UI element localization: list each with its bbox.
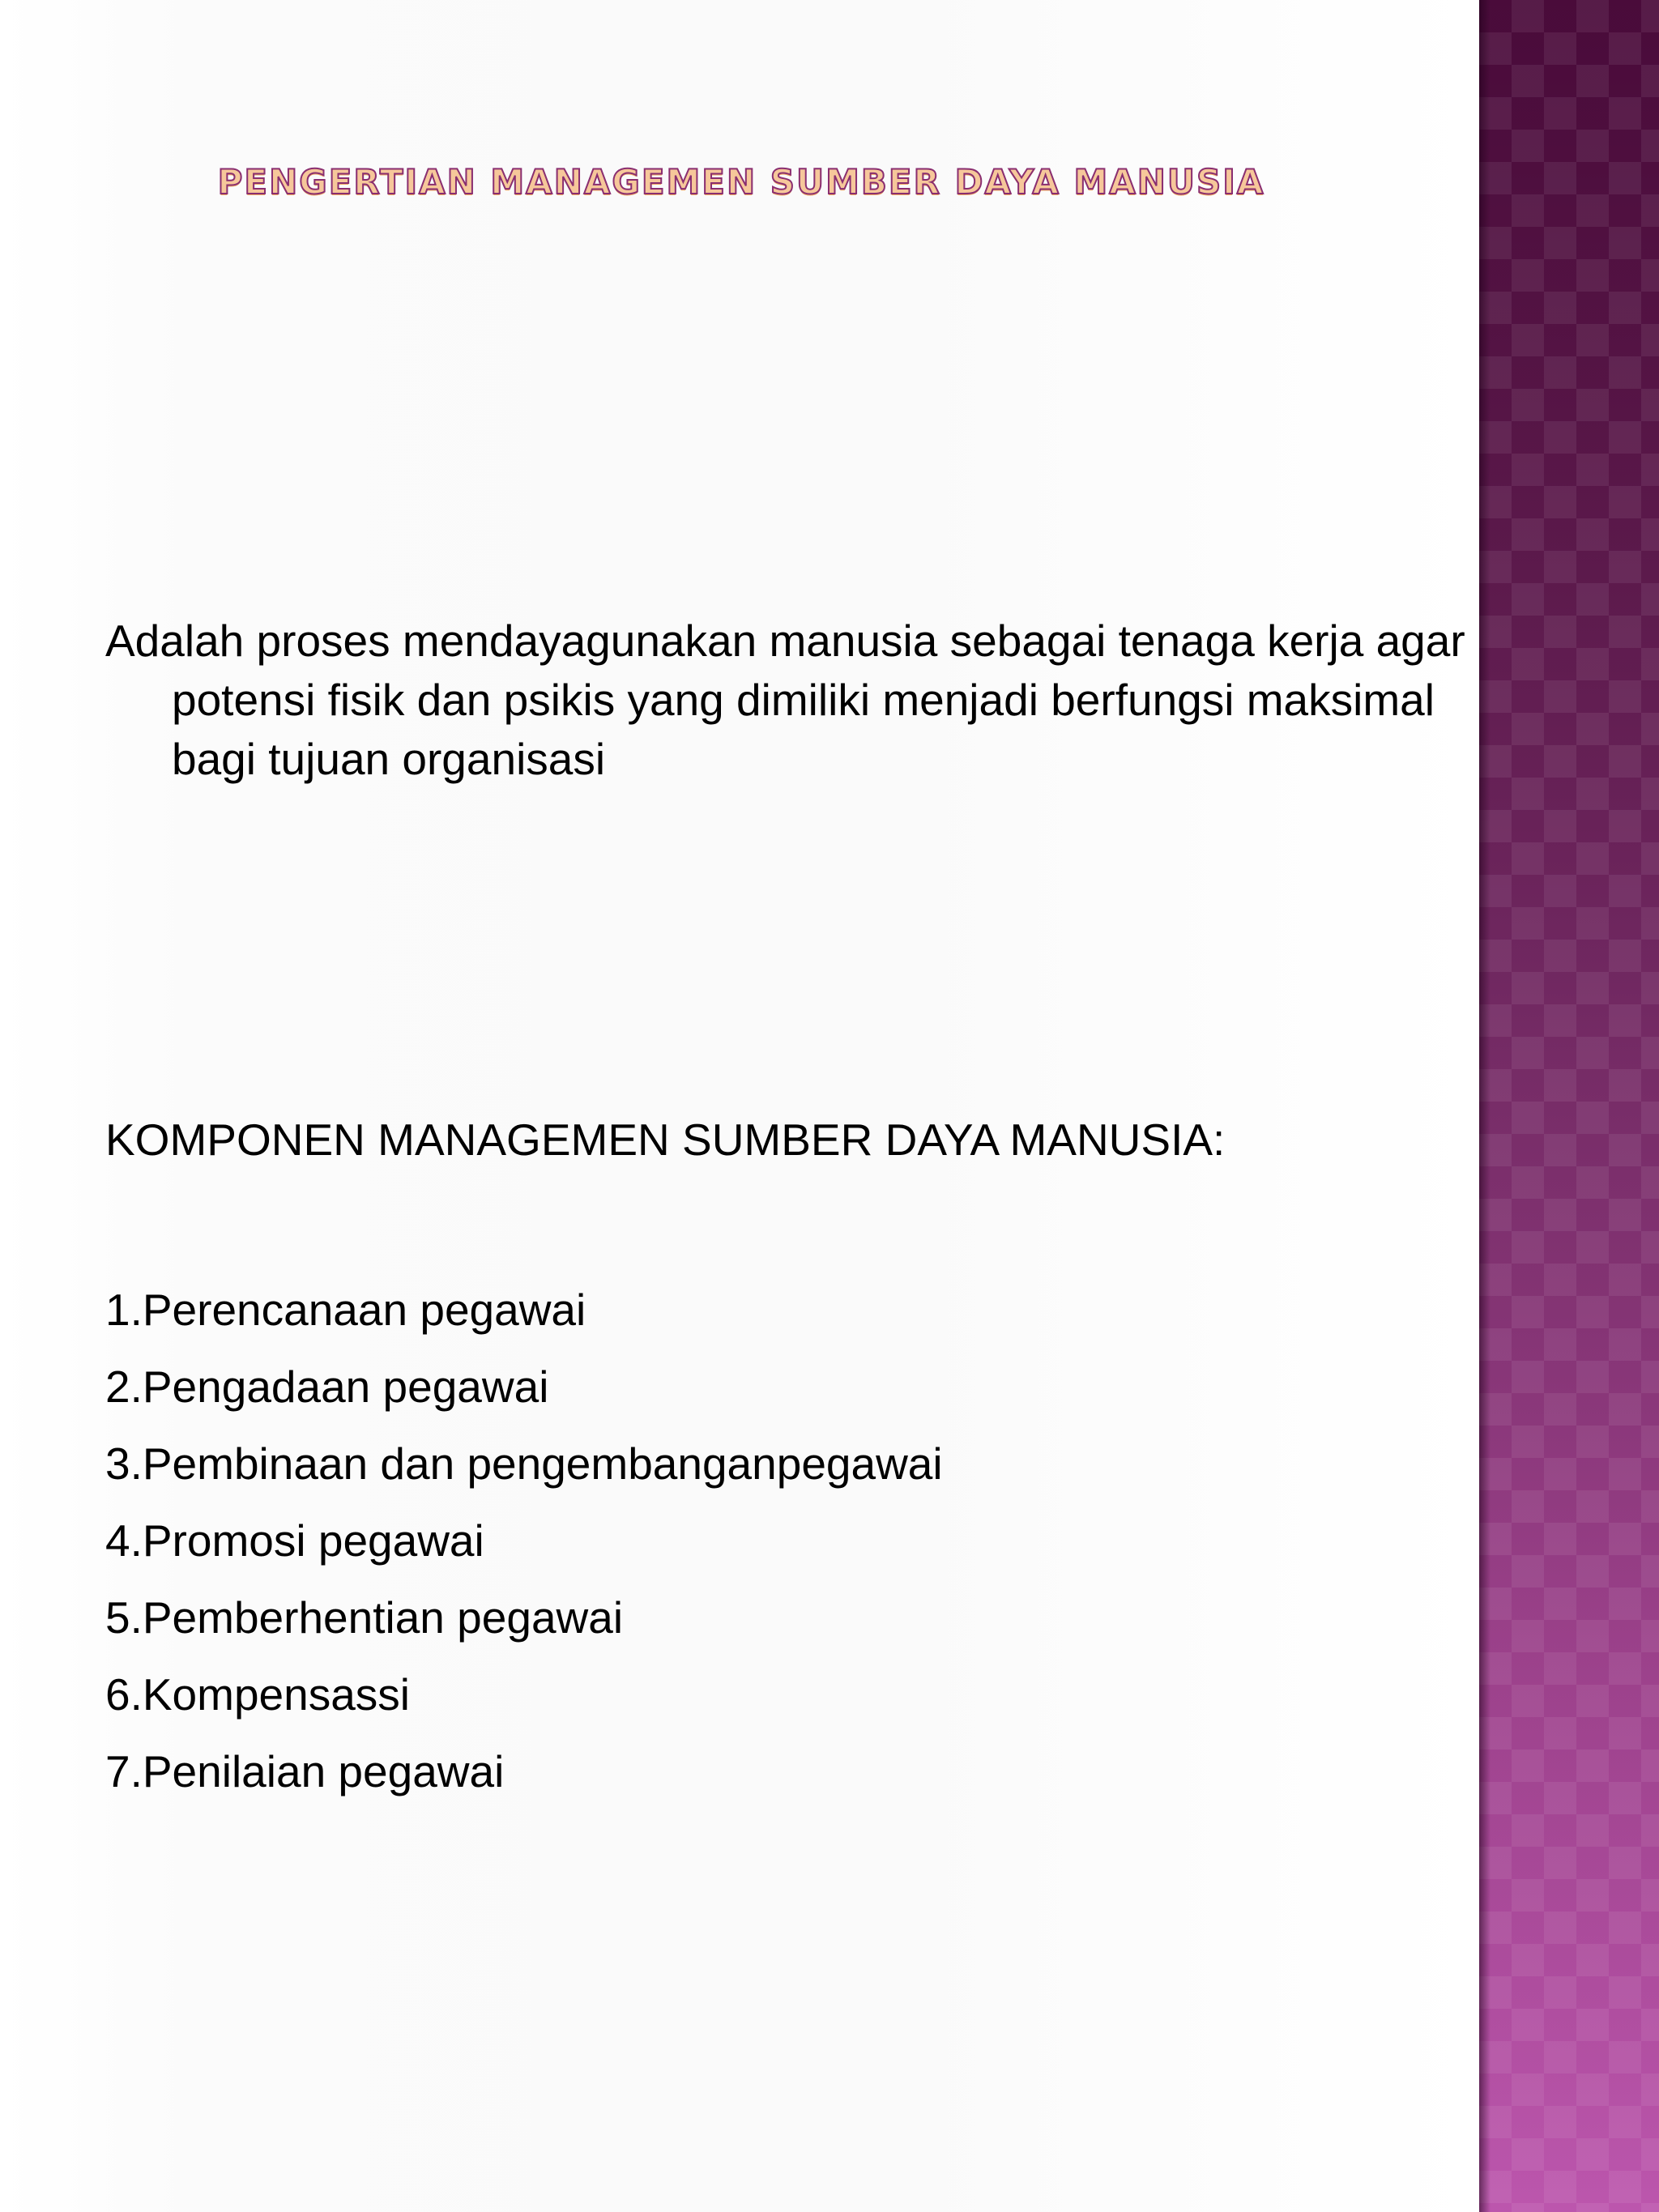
- component-item: 5.Pemberhentian pegawai: [105, 1592, 624, 1643]
- component-item: 2.Pengadaan pegawai: [105, 1362, 549, 1412]
- definition-paragraph: Adalah proses mendayagunakan manusia sebagai tenaga kerja agar potensi fisik dan psikis yang dimiliki menjadi berfungsi maksimal bagi tujuan organisasi: [105, 616, 1465, 784]
- decorative-side-panel: [1479, 0, 1659, 2212]
- component-list: [105, 1272, 943, 1810]
- components-heading: KOMPONEN MANAGEMEN SUMBER DAYA MANUSIA:: [105, 1115, 1226, 1165]
- slide-title: PENGERTIAN MANAGEMEN SUMBER DAYA MANUSIA: [217, 162, 1265, 202]
- component-item: 4.Promosi pegawai: [105, 1515, 484, 1566]
- diamond-pattern: [1479, 0, 1659, 2212]
- component-item: 3.Pembinaan dan pengembanganpegawai: [105, 1438, 943, 1489]
- component-item: 6.Kompensassi: [105, 1669, 411, 1720]
- panel-edge-shadow: [1479, 0, 1491, 2212]
- component-item: 7.Penilaian pegawai: [105, 1746, 505, 1796]
- component-item: 1.Perencanaan pegawai: [105, 1285, 586, 1335]
